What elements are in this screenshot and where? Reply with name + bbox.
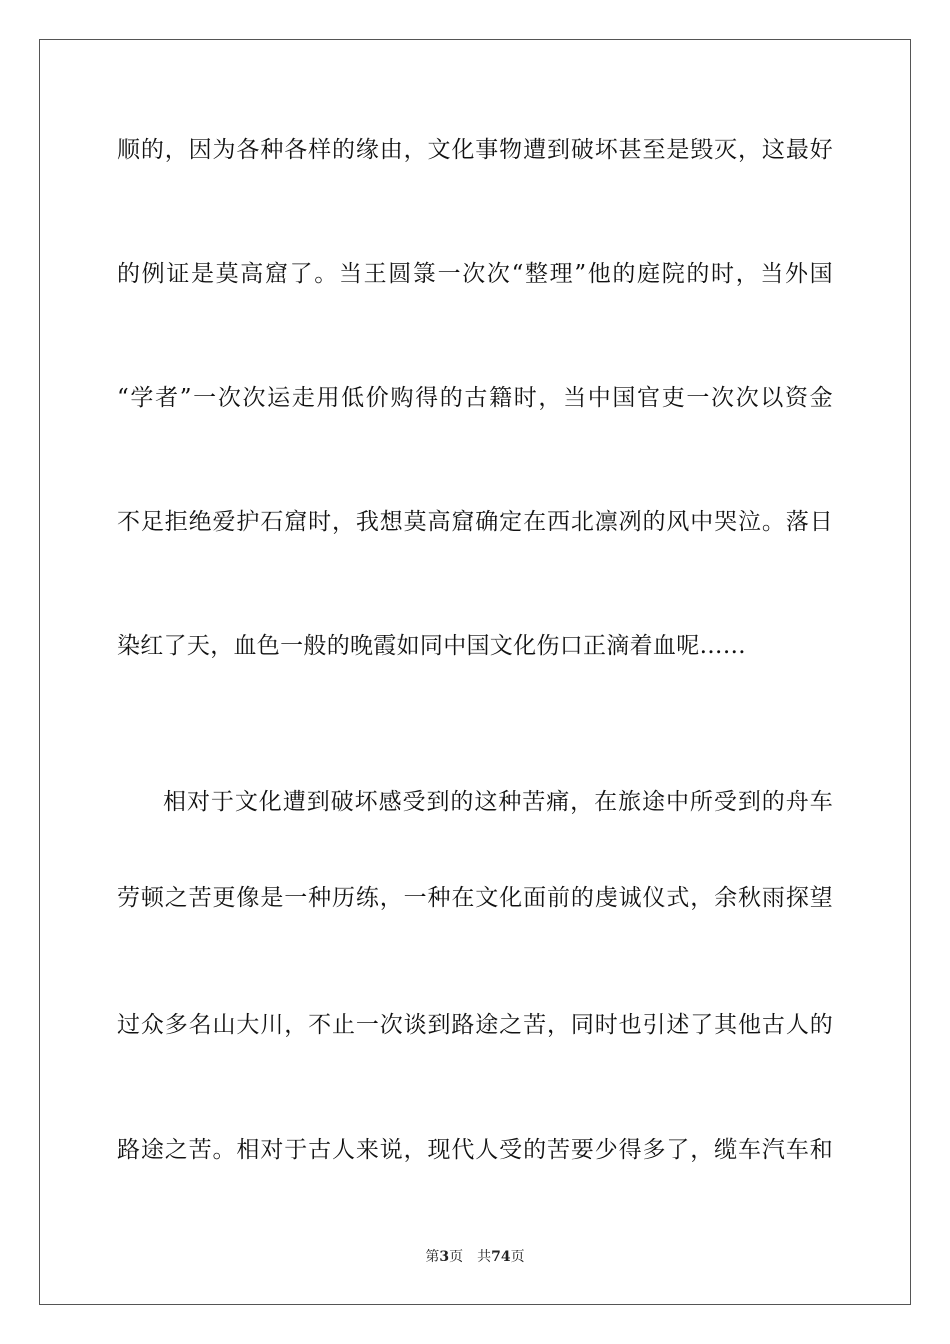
text-line-7: 劳顿之苦更像是一种历练，一种在文化面前的虔诚仪式，余秋雨探望 [117, 885, 833, 911]
text-line-3: “学者”一次次运走用低价购得的古籍时，当中国官吏一次次以资金 [117, 385, 833, 411]
page-border [39, 39, 911, 1305]
total-suffix: 页 [510, 1249, 525, 1265]
total-prefix: 共 [477, 1249, 492, 1265]
page-footer [0, 1248, 950, 1266]
page-suffix: 页 [449, 1249, 464, 1265]
text-line-2: 的例证是莫高窟了。当王圆箓一次次“整理”他的庭院的时，当外国 [117, 261, 833, 287]
text-line-6: 相对于文化遭到破坏感受到的这种苦痛，在旅途中所受到的舟车 [163, 789, 833, 815]
text-line-8: 过众多名山大川，不止一次谈到路途之苦，同时也引述了其他古人的 [117, 1012, 833, 1038]
page-number: 3 [439, 1249, 450, 1265]
text-line-9: 路途之苦。相对于古人来说，现代人受的苦要少得多了，缆车汽车和 [117, 1137, 833, 1163]
text-line-5: 染红了天，血色一般的晚霞如同中国文化伤口正滴着血呢…… [117, 633, 747, 659]
total-pages: 74 [491, 1249, 511, 1265]
text-line-1: 顺的，因为各种各样的缘由，文化事物遭到破坏甚至是毁灭，这最好 [117, 137, 833, 163]
page-prefix: 第 [425, 1249, 440, 1265]
text-line-4: 不足拒绝爱护石窟时，我想莫高窟确定在西北凛冽的风中哭泣。落日 [117, 509, 833, 535]
